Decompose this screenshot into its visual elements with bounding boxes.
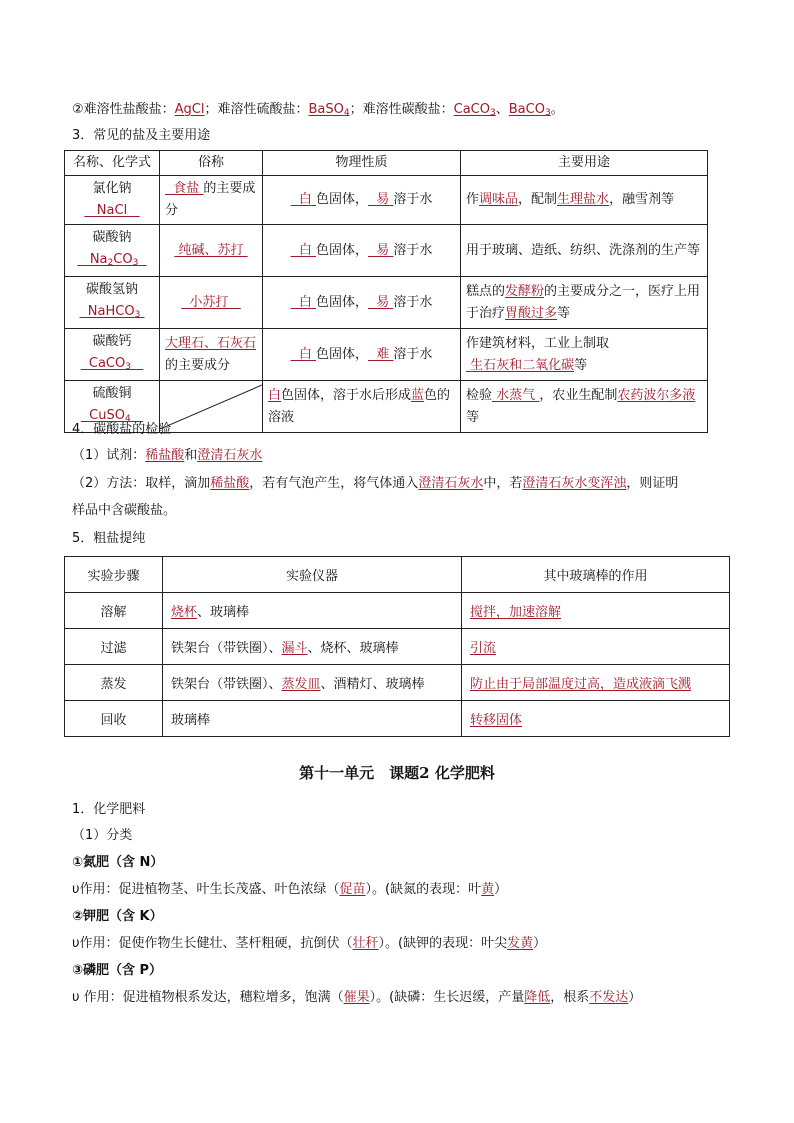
common-salts-table (64, 150, 708, 433)
reagent-line: （1）试剂：稀盐酸和澄清石灰水 (72, 448, 263, 463)
header-name: 名称、化学式 (65, 151, 160, 176)
nitrogen-effect: υ作用：促进植物茎、叶生长茂盛、叶色浓绿（促苗）。(缺氮的表现：叶黄） (72, 882, 508, 897)
salt-name-cell: 碳酸钙 CaCO$_3$ (65, 329, 160, 381)
answer-baso4: BaSO$_4$ (308, 102, 350, 118)
unit-heading: 第十一单元 课题2 化学肥料 (299, 764, 495, 782)
formula: CaCO$_3$ (88, 356, 131, 372)
phosphorus-effect: υ 作用：促进植物根系发达，穗粒增多，饱满（催果）。(缺磷：生长迟缓，产量降低，根系不发达） (72, 990, 642, 1005)
header-use: 主要用途 (461, 151, 708, 176)
answer-baco3: BaCO$_3$ (508, 102, 551, 118)
formula: NaCl (96, 203, 128, 218)
header-common: 俗称 (160, 151, 263, 176)
physical-cell: 白 色固体， 难 溶于水 (263, 329, 461, 381)
common-name-cell: 大理石、石灰石的主要成分 (160, 329, 263, 381)
insoluble-salts-line: ②难溶性盐酸盐：AgCl；难溶性硫酸盐：BaSO$_4$；难溶性碳酸盐：CaCO$_3$、BaCO$_3$。 (72, 102, 564, 118)
table-header-row (65, 557, 730, 593)
physical-cell: 白 色固体， 易 溶于水 (263, 277, 461, 329)
potassium-title: ②钾肥（含 K） (72, 909, 163, 924)
header-role: 其中玻璃棒的作用 (462, 557, 730, 593)
answer-agcl: AgCl (174, 102, 205, 117)
empty-diagonal-cell (160, 381, 263, 433)
header-physical: 物理性质 (263, 151, 461, 176)
table-row (65, 225, 708, 277)
header-instrument: 实验仪器 (163, 557, 462, 593)
answer-caco3: CaCO$_3$ (453, 102, 496, 118)
common-name-cell: 食盐 的主要成分 (160, 176, 263, 225)
table-row: 过滤 铁架台（带铁圈）、漏斗、烧杯、玻璃棒 引流 (65, 629, 730, 665)
diagonal-line (160, 383, 262, 431)
method-line: （2）方法：取样，滴加稀盐酸，若有气泡产生，将气体通入澄清石灰水中，若澄清石灰水变浑浊，则证明 (72, 476, 679, 491)
common-name-cell: 纯碱、苏打 (160, 225, 263, 277)
use-cell: 糕点的发酵粉的主要成分之一，医疗上用于治疗胃酸过多等 (461, 277, 708, 329)
table-row: 蒸发 铁架台（带铁圈）、蒸发皿、酒精灯、玻璃棒 防止由于局部温度过高，造成液滴飞溅 (65, 665, 730, 701)
salt-name-cell: 碳酸氢钠 NaHCO$_3$ (65, 277, 160, 329)
section-3-title: 3．常见的盐及主要用途 (72, 128, 211, 143)
table-row: 回收 玻璃棒 转移固体 (65, 701, 730, 737)
section-4-title: 4．碳酸盐的检验 (72, 422, 172, 437)
use-cell: 用于玻璃、造纸、纺织、洗涤剂的生产等 (461, 225, 708, 277)
formula: NaHCO$_3$ (87, 304, 141, 320)
fertilizer-title: 1．化学肥料 (72, 802, 146, 817)
physical-cell: 白 色固体， 易 溶于水 (263, 225, 461, 277)
formula: $Na_2CO_3$ (89, 252, 139, 268)
phosphorus-title: ③磷肥（含 P） (72, 963, 163, 978)
formula: CuSO$_4$ (89, 408, 131, 424)
header-step: 实验步骤 (65, 557, 163, 593)
salt-name-cell: 硫酸铜 CuSO$_4$ (65, 381, 160, 433)
nitrogen-title: ①氮肥（含 N） (72, 855, 164, 870)
salt-name-cell: 氯化钠 NaCl (65, 176, 160, 225)
salt-purification-table (64, 556, 730, 737)
use-cell: 作调味品，配制生理盐水，融雪剂等 (461, 176, 708, 225)
classification-title: （1）分类 (72, 828, 133, 843)
physical-cell: 白 色固体， 易 溶于水 (263, 176, 461, 225)
physical-cell: 白色固体，溶于水后形成蓝色的溶液 (263, 381, 461, 433)
use-cell: 检验 水蒸气 ，农业生配制农药波尔多液等 (461, 381, 708, 433)
method-line-2: 样品中含碳酸盐。 (72, 503, 177, 518)
table-row (65, 176, 708, 225)
table-row (65, 277, 708, 329)
table-row: 溶解 烧杯、玻璃棒 搅拌，加速溶解 (65, 593, 730, 629)
potassium-effect: υ作用：促使作物生长健壮、茎杆粗硬，抗倒伏（壮秆）。(缺钾的表现：叶尖发黄） (72, 936, 547, 951)
salt-name-cell: 碳酸钠 $Na_2CO_3$ (65, 225, 160, 277)
table-header-row (65, 151, 708, 176)
use-cell: 作建筑材料，工业上制取 生石灰和二氧化碳等 (461, 329, 708, 381)
common-name-cell: 小苏打 (160, 277, 263, 329)
section-5-title: 5．粗盐提纯 (72, 531, 146, 546)
table-row (65, 329, 708, 381)
